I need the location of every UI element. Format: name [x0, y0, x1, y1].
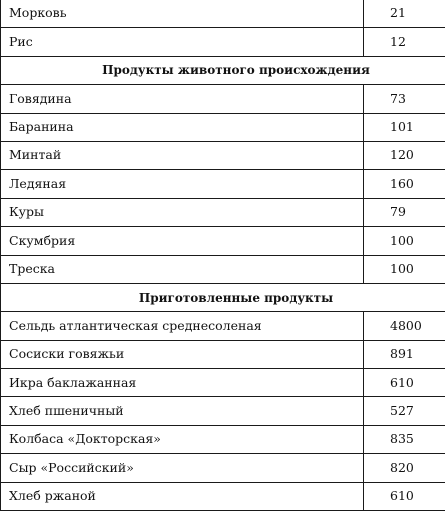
product-name: Ледяная — [1, 170, 364, 198]
table-row — [1, 312, 445, 340]
table-row — [1, 340, 445, 368]
product-name: Куры — [1, 198, 364, 226]
section-header-row — [1, 283, 445, 311]
table-row — [1, 425, 445, 453]
table-row — [1, 141, 445, 169]
product-value: 73 — [364, 85, 445, 113]
section-header-row — [1, 56, 445, 84]
table-row — [1, 255, 445, 283]
product-name: Баранина — [1, 113, 364, 141]
section-title: Продукты животного происхождения — [1, 56, 445, 84]
product-name: Икра баклажанная — [1, 369, 364, 397]
product-value: 79 — [364, 198, 445, 226]
section-title: Приготовленные продукты — [1, 283, 445, 311]
product-name: Треска — [1, 255, 364, 283]
product-name: Сельдь атлантическая среднесоленая — [1, 312, 364, 340]
product-value: 610 — [364, 369, 445, 397]
product-name: Колбаса «Докторская» — [1, 425, 364, 453]
table-row — [1, 454, 445, 482]
product-name: Морковь — [1, 0, 364, 28]
product-value: 100 — [364, 255, 445, 283]
table-row — [1, 113, 445, 141]
product-value: 100 — [364, 227, 445, 255]
product-name: Хлеб ржаной — [1, 482, 364, 510]
table-row — [1, 85, 445, 113]
product-name: Хлеб пшеничный — [1, 397, 364, 425]
product-value: 4800 — [364, 312, 445, 340]
product-name: Сосиски говяжьи — [1, 340, 364, 368]
product-value: 101 — [364, 113, 445, 141]
product-value: 610 — [364, 482, 445, 510]
product-value: 21 — [364, 0, 445, 28]
table-row — [1, 482, 445, 510]
table-row — [1, 28, 445, 56]
product-name: Скумбрия — [1, 227, 364, 255]
product-value: 820 — [364, 454, 445, 482]
product-value: 120 — [364, 141, 445, 169]
product-value: 891 — [364, 340, 445, 368]
table-row — [1, 170, 445, 198]
product-value: 160 — [364, 170, 445, 198]
product-value: 835 — [364, 425, 445, 453]
product-name: Сыр «Российский» — [1, 454, 364, 482]
table-row — [1, 198, 445, 226]
table-row — [1, 369, 445, 397]
table-row — [1, 227, 445, 255]
table-row — [1, 397, 445, 425]
product-name: Минтай — [1, 141, 364, 169]
table-row — [1, 0, 445, 28]
product-value: 527 — [364, 397, 445, 425]
product-name: Говядина — [1, 85, 364, 113]
product-name: Рис — [1, 28, 364, 56]
product-value: 12 — [364, 28, 445, 56]
